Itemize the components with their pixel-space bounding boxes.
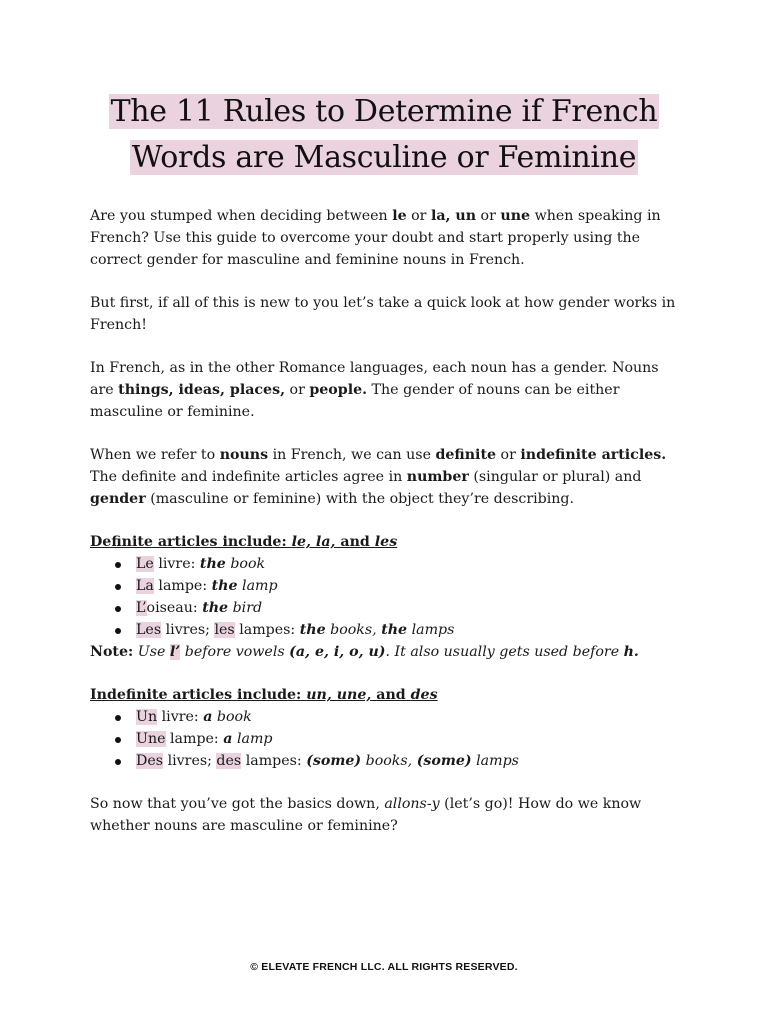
text-run: (masculine or feminine) with the object they’re describing.: [145, 491, 575, 507]
bold-term: une: [500, 208, 531, 224]
text-run: (let’s go)! How do we know whether nouns are masculine or feminine?: [90, 796, 642, 834]
text-run: . It also usually gets used before: [385, 644, 624, 660]
document-body: [90, 205, 680, 858]
bold-term: indefinite articles.: [520, 447, 667, 463]
bold-term: the: [299, 622, 326, 638]
text-run: Indefinite articles include:: [90, 687, 307, 703]
note-label: Note:: [90, 644, 134, 660]
text-run: bird: [228, 600, 263, 616]
bold-term: things, ideas, places,: [118, 382, 286, 398]
text-run: Are you stumped when deciding between: [90, 208, 393, 224]
list-item: [136, 619, 680, 641]
bold-term: (some): [416, 753, 472, 769]
bold-term: gender: [90, 491, 146, 507]
text-run: or: [496, 447, 521, 463]
text-run: lampe:: [165, 731, 224, 747]
bold-term: the: [211, 578, 238, 594]
text-run: Definite articles include:: [90, 534, 292, 550]
article-highlight: Le: [136, 556, 154, 572]
list-item: [136, 706, 680, 728]
text-run: When we refer to: [90, 447, 220, 463]
text-run: lamps: [471, 753, 519, 769]
article-highlight: L’: [136, 600, 147, 616]
list-item: [136, 553, 680, 575]
note-line: [90, 641, 680, 663]
bold-term: people.: [309, 382, 368, 398]
text-run: (singular or plural) and: [468, 469, 642, 485]
text-run: books,: [361, 753, 417, 769]
text-run: livre:: [157, 709, 204, 725]
bold-term: nouns: [219, 447, 269, 463]
definite-articles-list: [90, 553, 680, 641]
bold-term: the: [202, 600, 229, 616]
text-run: lampes:: [234, 622, 300, 638]
text-run: or: [285, 382, 310, 398]
text-run: in French, we can use: [268, 447, 436, 463]
intro-paragraph-1: [90, 205, 680, 271]
title-line-2: Words are Masculine or Feminine: [131, 140, 637, 175]
text-run: before vowels: [180, 644, 290, 660]
text-run: livres;: [163, 753, 217, 769]
italic-term: les: [374, 534, 398, 550]
article-highlight: les: [214, 622, 235, 638]
bold-term: the: [381, 622, 408, 638]
bold-term: (a, e, i, o, u): [289, 644, 386, 660]
text-run: Use: [133, 644, 170, 660]
bold-term: h.: [623, 644, 639, 660]
text-run: book: [212, 709, 252, 725]
italic-term: allons-y: [384, 796, 440, 812]
text-run: when speaking in French? Use this guide to overcome your doubt and start properly using the correct gender for masculine and feminine nouns in French.: [90, 208, 661, 268]
text-run: So now that you’ve got the basics down,: [90, 796, 385, 812]
text-run: lampe:: [153, 578, 212, 594]
text-run: books,: [325, 622, 382, 638]
text-run: book: [225, 556, 266, 572]
list-item: [136, 728, 680, 750]
text-run: lamp: [232, 731, 273, 747]
page-title: [60, 89, 708, 181]
list-item: [136, 575, 680, 597]
text-run: oiseau:: [146, 600, 203, 616]
bold-term: definite: [435, 447, 497, 463]
indefinite-articles-heading: [90, 684, 680, 706]
text-run: or: [406, 208, 431, 224]
article-highlight: des: [216, 753, 242, 769]
text-run: The gender of nouns can be either masculine or feminine.: [90, 382, 620, 420]
closing-paragraph: [90, 793, 680, 837]
list-item: [136, 750, 680, 772]
bold-term: number: [406, 469, 469, 485]
bold-term: le: [392, 208, 407, 224]
text-run: or: [476, 208, 501, 224]
text-run: and: [371, 687, 411, 703]
text-run: lamps: [407, 622, 455, 638]
text-run: The definite and indefinite articles agree in: [90, 469, 407, 485]
article-highlight: Une: [136, 731, 166, 747]
text-run: livres;: [161, 622, 215, 638]
article-highlight: Un: [136, 709, 158, 725]
copyright-footer: © ELEVATE FRENCH LLC. ALL RIGHTS RESERVED.: [250, 961, 518, 973]
article-highlight: Les: [136, 622, 162, 638]
article-highlight: La: [136, 578, 154, 594]
text-run: livre:: [153, 556, 200, 572]
bold-term: la, un: [430, 208, 477, 224]
text-run: In French, as in the other Romance languages, each noun has a gender. Nouns are: [90, 360, 659, 398]
italic-term: un, une,: [306, 687, 372, 703]
intro-paragraph-2: But first, if all of this is new to you let’s take a quick look at how gender works in French!: [90, 295, 676, 333]
bold-term: a: [223, 731, 233, 747]
title-line-1: The 11 Rules to Determine if French: [110, 94, 658, 129]
text-run: and: [335, 534, 375, 550]
bold-term: the: [199, 556, 226, 572]
list-item: [136, 597, 680, 619]
italic-term: le, la,: [291, 534, 336, 550]
italic-term: des: [410, 687, 438, 703]
article-highlight: Des: [136, 753, 164, 769]
intro-paragraph-4: [90, 444, 680, 510]
text-run: lamp: [237, 578, 278, 594]
indefinite-articles-list: [90, 706, 680, 772]
text-run: lampes:: [241, 753, 307, 769]
bold-term: a: [203, 709, 213, 725]
definite-articles-heading: [90, 531, 680, 553]
bold-term: (some): [306, 753, 362, 769]
intro-paragraph-3: [90, 357, 680, 423]
article-highlight: l’: [169, 644, 181, 660]
